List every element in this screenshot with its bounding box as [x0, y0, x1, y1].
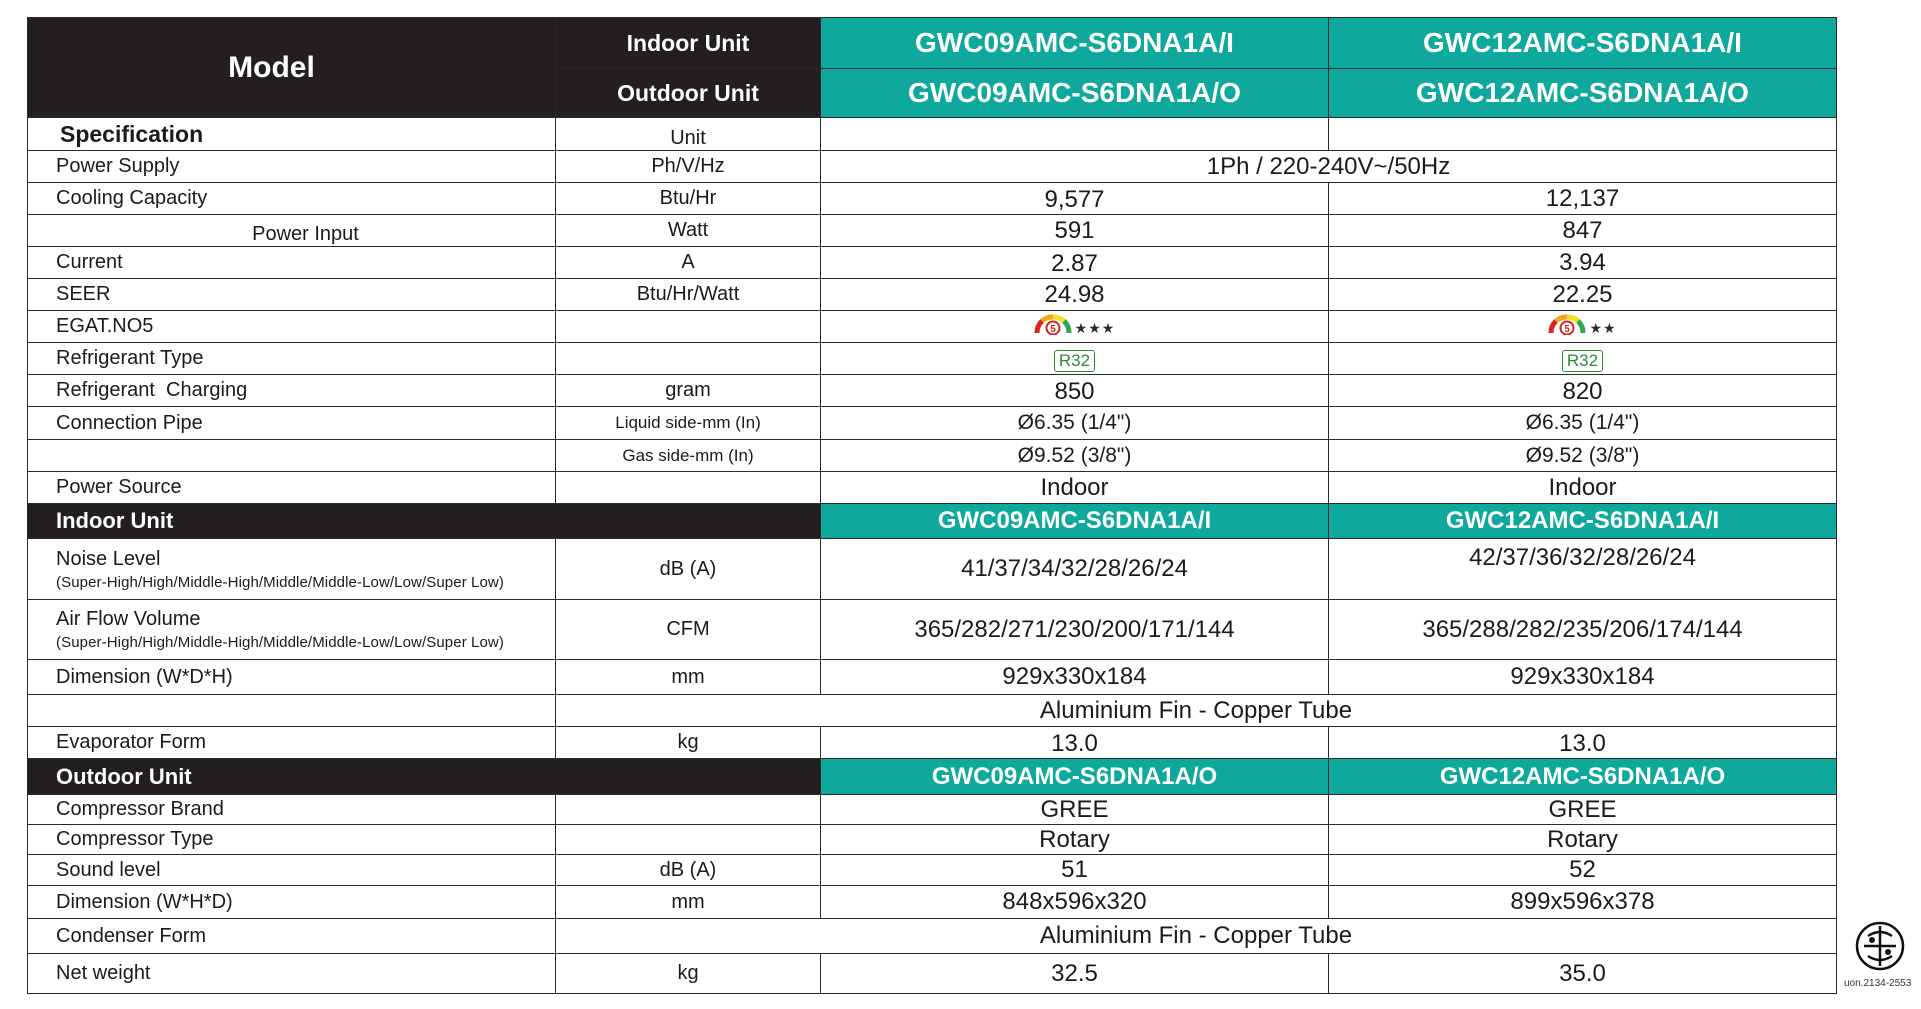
outdoor-model-1: GWC09AMC-S6DNA1A/O — [821, 69, 1329, 118]
table-row — [28, 660, 1837, 695]
row-label: Connection Pipe — [28, 407, 556, 440]
outdoor-unit-label: Outdoor Unit — [556, 69, 821, 118]
energy-gauge-icon — [1034, 311, 1072, 335]
row-label: Condenser Form — [28, 919, 556, 954]
cell-value: 850 — [821, 375, 1329, 407]
cell-value: 2.87 — [821, 247, 1329, 279]
tis-certification-mark-icon — [1854, 920, 1906, 972]
table-row — [28, 247, 1837, 279]
row-label: SEER — [28, 279, 556, 311]
row-unit: Liquid side-mm (In) — [556, 407, 821, 440]
table-row — [28, 600, 1837, 660]
section-header-outdoor — [28, 759, 1837, 795]
cell-value: 3.94 — [1329, 247, 1837, 279]
cell-value: 929x330x184 — [821, 660, 1329, 695]
table-row — [28, 215, 1837, 247]
row-label: Air Flow Volume — [56, 608, 201, 630]
cell-value: 365/282/271/230/200/171/144 — [821, 600, 1329, 660]
row-label: Dimension (W*H*D) — [28, 886, 556, 919]
row-unit: gram — [556, 375, 821, 407]
power-supply-value: 1Ph / 220-240V~/50Hz — [821, 151, 1837, 183]
cell-value: 24.98 — [821, 279, 1329, 311]
outdoor-section-model-1: GWC09AMC-S6DNA1A/O — [821, 759, 1329, 795]
table-row — [28, 472, 1837, 504]
row-unit: A — [556, 247, 821, 279]
table-row — [28, 279, 1837, 311]
table-row — [28, 311, 1837, 343]
row-unit: kg — [556, 727, 821, 759]
row-unit: Watt — [556, 215, 821, 247]
cell-value: 820 — [1329, 375, 1837, 407]
row-label: Evaporator Form — [28, 727, 556, 759]
outdoor-section-model-2: GWC12AMC-S6DNA1A/O — [1329, 759, 1837, 795]
row-label: Cooling Capacity — [28, 183, 556, 215]
indoor-section-label: Indoor Unit — [28, 504, 821, 539]
indoor-model-1: GWC09AMC-S6DNA1A/I — [821, 18, 1329, 69]
energy-label-badge — [1548, 311, 1616, 335]
indoor-unit-label: Indoor Unit — [556, 18, 821, 69]
cell-value: Ø9.52 (3/8") — [821, 440, 1329, 472]
row-label: Net weight — [28, 954, 556, 994]
cell-value: 35.0 — [1329, 954, 1837, 994]
svg-text:5: 5 — [1049, 324, 1056, 335]
row-label: Compressor Brand — [28, 795, 556, 825]
row-sublabel: (Super-High/High/Middle-High/Middle/Middle-Low/Low/Super Low) — [56, 573, 504, 591]
cell-value: Ø6.35 (1/4") — [1329, 407, 1837, 440]
row-unit: CFM — [556, 600, 821, 660]
cell-value: 12,137 — [1329, 183, 1837, 215]
row-unit: Btu/Hr — [556, 183, 821, 215]
refrigerant-r32-badge: R32 — [1562, 350, 1603, 372]
star-rating: ★★★ — [1074, 320, 1116, 336]
header-row-indoor — [28, 18, 1837, 69]
row-label: Sound level — [28, 855, 556, 886]
cell-value: GREE — [821, 795, 1329, 825]
row-unit: mm — [556, 886, 821, 919]
energy-label-badge — [1034, 311, 1116, 335]
cell-value: 32.5 — [821, 954, 1329, 994]
table-row — [28, 375, 1837, 407]
row-label: Power Source — [28, 472, 556, 504]
cell-value: 13.0 — [821, 727, 1329, 759]
cell-value: 42/37/36/32/28/26/24 — [1329, 539, 1837, 600]
indoor-section-model-1: GWC09AMC-S6DNA1A/I — [821, 504, 1329, 539]
cell-value: GREE — [1329, 795, 1837, 825]
row-unit: mm — [556, 660, 821, 695]
outdoor-section-label: Outdoor Unit — [28, 759, 821, 795]
row-label: Refrigerant Type — [28, 343, 556, 375]
row-label: Refrigerant Charging — [28, 375, 556, 407]
certification-code: uon.2134-2553 — [1844, 978, 1912, 989]
table-row — [28, 440, 1837, 472]
table-row — [28, 695, 1837, 727]
cell-value: 51 — [821, 855, 1329, 886]
row-label: Compressor Type — [28, 825, 556, 855]
row-unit: kg — [556, 954, 821, 994]
row-unit: dB (A) — [556, 539, 821, 600]
table-row — [28, 795, 1837, 825]
model-label: Model — [28, 18, 556, 118]
row-unit: dB (A) — [556, 855, 821, 886]
row-label: Power Supply — [28, 151, 556, 183]
cell-value: Indoor — [1329, 472, 1837, 504]
table-row — [28, 886, 1837, 919]
indoor-section-model-2: GWC12AMC-S6DNA1A/I — [1329, 504, 1837, 539]
specification-title: Specification — [28, 118, 556, 151]
evaporator-type-value: Aluminium Fin - Copper Tube — [556, 695, 1837, 727]
star-rating: ★★ — [1589, 320, 1617, 336]
table-row — [28, 343, 1837, 375]
cell-value: Rotary — [821, 825, 1329, 855]
cell-value: 847 — [1329, 215, 1837, 247]
row-label: Power Input — [28, 215, 556, 247]
row-label: EGAT.NO5 — [28, 311, 556, 343]
table-row — [28, 539, 1837, 600]
indoor-model-2: GWC12AMC-S6DNA1A/I — [1329, 18, 1837, 69]
cell-value: Indoor — [821, 472, 1329, 504]
cell-value: Ø6.35 (1/4") — [821, 407, 1329, 440]
row-label: Current — [28, 247, 556, 279]
table-row — [28, 855, 1837, 886]
cell-value: 9,577 — [821, 183, 1329, 215]
row-unit: Btu/Hr/Watt — [556, 279, 821, 311]
table-row — [28, 825, 1837, 855]
table-row — [28, 954, 1837, 994]
cell-value: 22.25 — [1329, 279, 1837, 311]
row-sublabel: (Super-High/High/Middle-High/Middle/Middle-Low/Low/Super Low) — [56, 634, 504, 651]
row-label: Dimension (W*D*H) — [28, 660, 556, 695]
cell-value: 41/37/34/32/28/26/24 — [821, 539, 1329, 600]
cell-value: Ø9.52 (3/8") — [1329, 440, 1837, 472]
refrigerant-r32-badge: R32 — [1054, 350, 1095, 372]
row-label: Noise Level — [56, 547, 161, 570]
table-row — [28, 118, 1837, 151]
outdoor-model-2: GWC12AMC-S6DNA1A/O — [1329, 69, 1837, 118]
cell-value: 899x596x378 — [1329, 886, 1837, 919]
cell-value: Rotary — [1329, 825, 1837, 855]
row-unit: Gas side-mm (In) — [556, 440, 821, 472]
unit-column-label: Unit — [556, 118, 821, 151]
cell-value: 929x330x184 — [1329, 660, 1837, 695]
cell-value: 13.0 — [1329, 727, 1837, 759]
condenser-form-value: Aluminium Fin - Copper Tube — [556, 919, 1837, 954]
svg-text:5: 5 — [1564, 324, 1571, 335]
row-unit: Ph/V/Hz — [556, 151, 821, 183]
spec-table — [27, 17, 1837, 994]
energy-gauge-icon — [1548, 311, 1586, 335]
cell-value: 591 — [821, 215, 1329, 247]
section-header-indoor — [28, 504, 1837, 539]
table-row — [28, 407, 1837, 440]
table-row — [28, 919, 1837, 954]
table-row — [28, 183, 1837, 215]
cell-value: 848x596x320 — [821, 886, 1329, 919]
cell-value: 365/288/282/235/206/174/144 — [1329, 600, 1837, 660]
table-row — [28, 151, 1837, 183]
table-row — [28, 727, 1837, 759]
cell-value: 52 — [1329, 855, 1837, 886]
